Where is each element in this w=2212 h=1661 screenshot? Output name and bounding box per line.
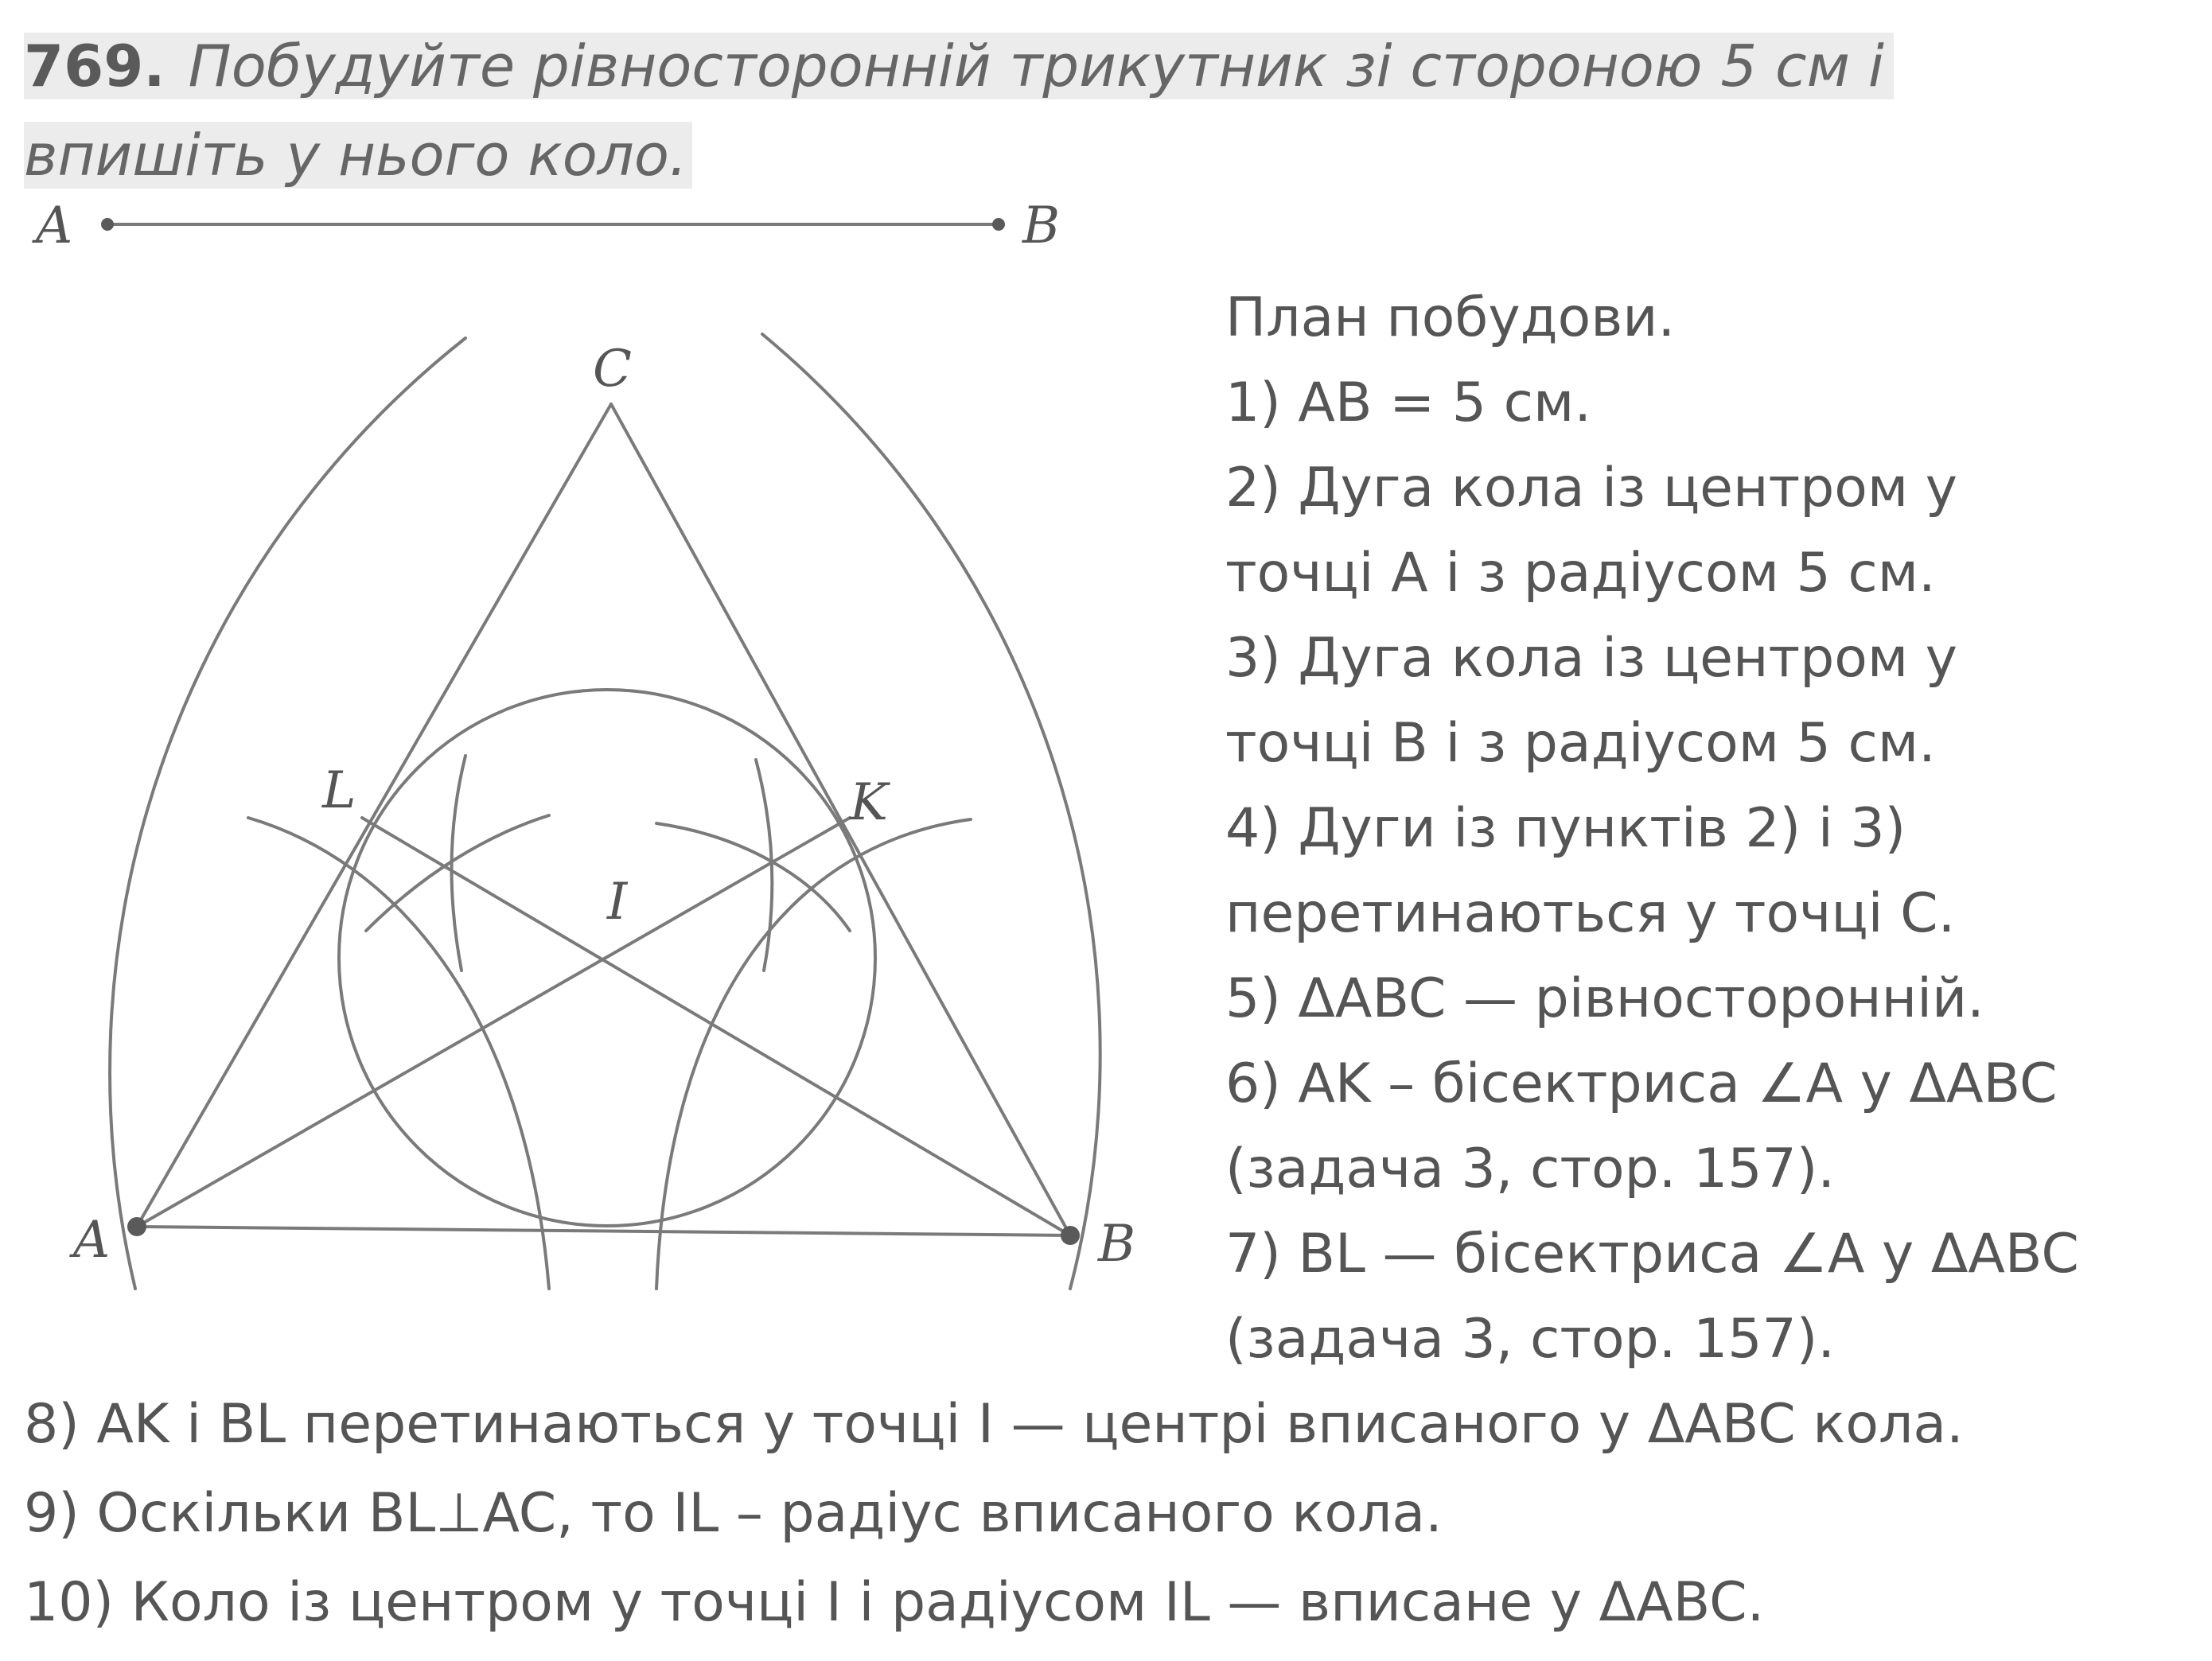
- plan-step: точці A і з радіусом 5 см.: [1225, 542, 1936, 605]
- plan-step: 4) Дуги із пунктів 2) і 3): [1225, 797, 1906, 860]
- task-number: 769.: [24, 33, 166, 99]
- plan-step: 1) AB = 5 см.: [1225, 371, 1591, 434]
- label-i: I: [607, 873, 628, 932]
- point-a: [127, 1217, 146, 1236]
- arc-from-b-2: [656, 823, 850, 931]
- task-text-1: Побудуйте рівносторонній трикутник зі стороною 5 см і: [188, 33, 1884, 99]
- side-ab: [137, 1227, 1070, 1235]
- plan-step: 10) Коло із центром у точці I і радіусом IL — вписане у ΔABC.: [24, 1571, 1765, 1634]
- plan-step: 9) Оскільки BL⊥AC, то IL – радіус вписаного кола.: [24, 1482, 1443, 1545]
- bisector-bl: [362, 818, 1070, 1235]
- point-segment-b: [992, 218, 1005, 231]
- segment-label-a: A: [36, 196, 73, 255]
- arc-center-b: [110, 338, 465, 1289]
- plan-step: точці B і з радіусом 5 см.: [1225, 712, 1936, 775]
- point-segment-a: [101, 218, 114, 231]
- arc-from-a-1: [248, 818, 549, 1289]
- segment-label-b: B: [1022, 196, 1061, 255]
- plan-step: 6) AK – бісектриса ∠A у ΔABC: [1225, 1052, 2058, 1115]
- side-ac: [137, 404, 611, 1227]
- plan-step: перетинаються у точці C.: [1225, 882, 1956, 945]
- label-a: A: [73, 1211, 111, 1270]
- plan-title: План побудови.: [1225, 286, 1676, 349]
- plan-step: 5) ΔABC — рівносторонній.: [1225, 967, 1984, 1030]
- label-c: C: [593, 340, 632, 399]
- plan-step: 7) BL — бісектриса ∠A у ΔABC: [1225, 1223, 2079, 1286]
- task-text-2: впишіть у нього коло.: [24, 122, 692, 189]
- point-b: [1061, 1226, 1080, 1245]
- plan-step: (задача 3, стор. 157).: [1225, 1138, 1835, 1200]
- plan-step: 8) AK і BL перетинаються у точці I — центрі вписаного у ΔABC кола.: [24, 1393, 1964, 1456]
- bisector-ak: [137, 818, 850, 1227]
- arc-small-left: [452, 756, 466, 971]
- plan-step: (задача 3, стор. 157).: [1225, 1308, 1835, 1371]
- arc-center-a: [762, 334, 1100, 1289]
- label-l: L: [322, 761, 356, 820]
- label-k: K: [850, 773, 888, 832]
- plan-step: 2) Дуга кола із центром у: [1225, 457, 1957, 519]
- label-b: B: [1098, 1215, 1136, 1274]
- plan-step: 3) Дуга кола із центром у: [1225, 627, 1957, 690]
